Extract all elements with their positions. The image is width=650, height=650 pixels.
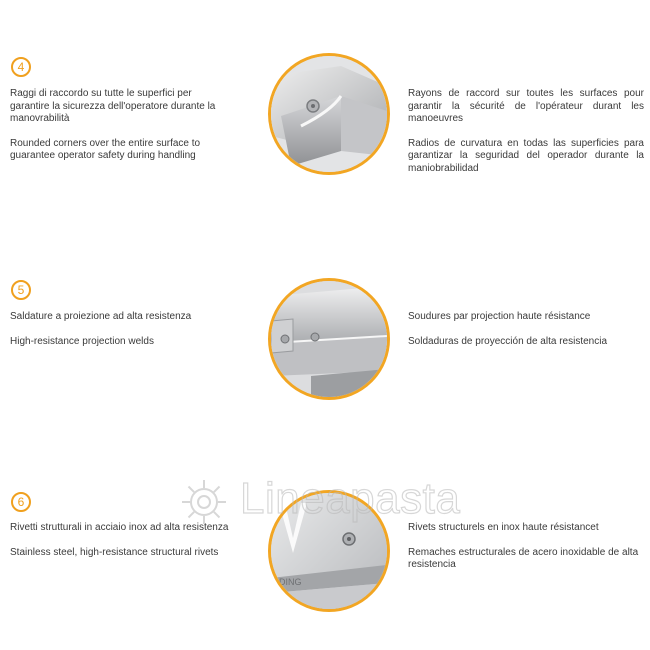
description-italian: Saldature a proiezione ad alta resistenza — [10, 311, 192, 322]
description-french: Soudures par projection haute résistance — [408, 311, 591, 322]
description-italian: Rivetti strutturali in acciaio inox ad alta resistenza — [10, 522, 229, 533]
description-italian: Raggi di raccordo su tutte le superfici per garantire la sicurezza dell'operatore durante la manovrabilità — [10, 88, 216, 124]
feature-photo — [268, 53, 390, 175]
description-spanish: Soldaduras de proyección de alta resistencia — [408, 335, 608, 347]
feature-text-left — [10, 311, 230, 360]
description-english: High-resistance projection welds — [10, 335, 154, 347]
photo-engraved-text: DING — [279, 577, 302, 587]
feature-text-right — [408, 311, 644, 360]
description-spanish: Remaches estructurales de acero inoxidable de alta resistencia — [408, 546, 639, 570]
feature-number: 6 — [11, 492, 31, 512]
description-english: Rounded corners over the entire surface to guarantee operator safety during handling — [10, 137, 201, 161]
feature-photo — [268, 490, 390, 612]
description-spanish: Radios de curvatura en todas las superficies para garantizar la seguridad del operador durante la maniobrabilidad — [408, 137, 644, 174]
feature-text-left — [10, 522, 230, 571]
description-english: Stainless steel, high-resistance structural rivets — [10, 546, 219, 558]
gear-logo-icon — [178, 476, 230, 528]
feature-text-left — [10, 88, 230, 175]
feature-number: 5 — [11, 280, 31, 300]
feature-number: 4 — [11, 57, 31, 77]
description-french: Rivets structurels en inox haute résistancet — [408, 522, 599, 533]
feature-photo — [268, 278, 390, 400]
description-french: Rayons de raccord sur toutes les surfaces pour garantir la sécurité de l'opérateur durant les manoeuvres — [408, 88, 644, 124]
feature-text-right — [408, 522, 644, 584]
feature-text-right — [408, 88, 644, 187]
